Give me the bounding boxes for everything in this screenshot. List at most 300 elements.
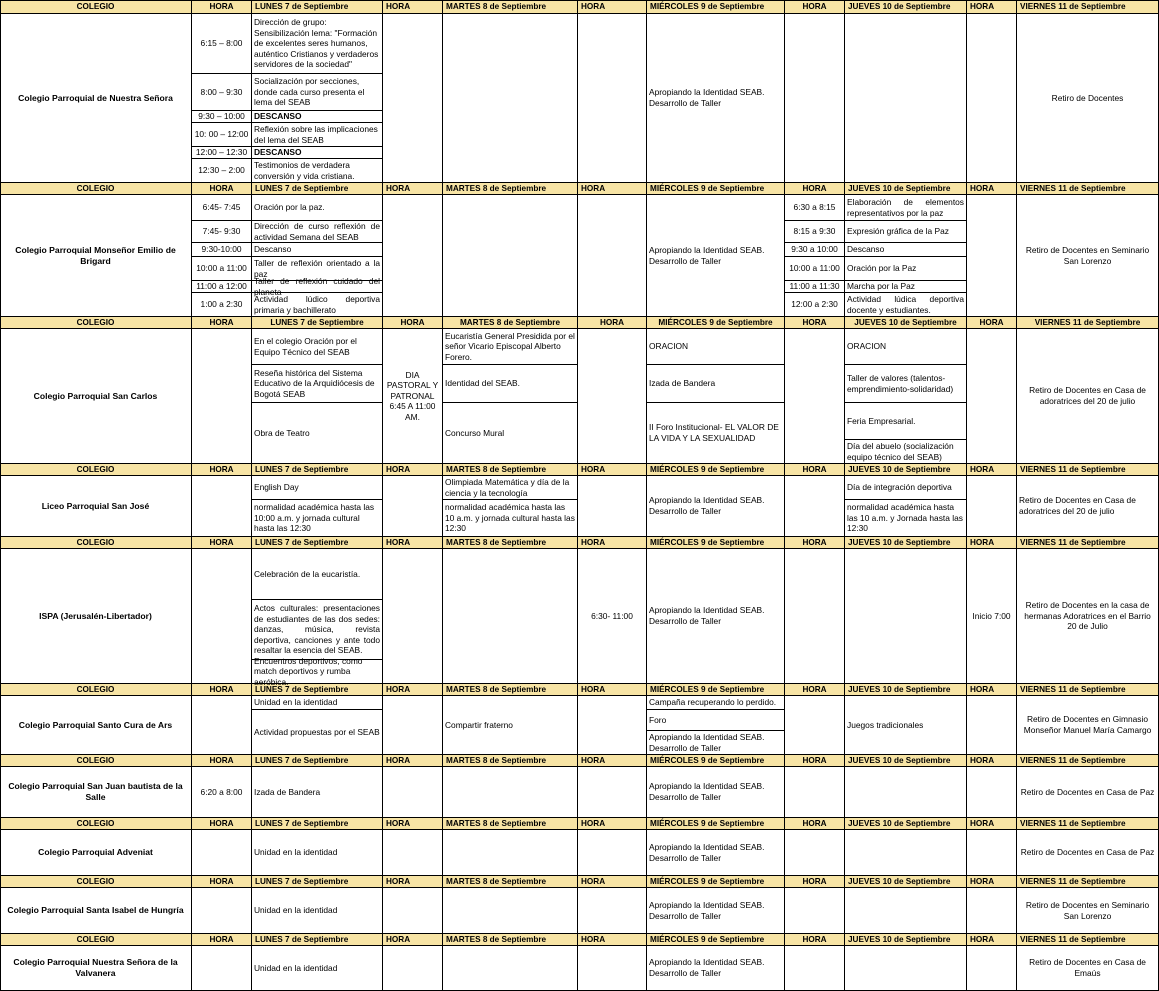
lunes-hora-cell-text: 9:30 – 10:00 (198, 111, 245, 122)
jueves-hora-cell-text: 12:00 a 2:30 (791, 299, 838, 310)
miercoles-activity-cell-text: II Foro Institucional- EL VALOR DE LA VIDA Y LA SEXUALIDAD (649, 422, 779, 443)
martes-activity-cell-text: Compartir fraterno (445, 719, 513, 730)
header-hora-cell (192, 934, 252, 946)
miercoles-activity-cell (647, 710, 785, 731)
empty-cell (845, 830, 967, 876)
header-colegio-cell-text: COLEGIO (76, 685, 115, 694)
header-hora-cell-text: HORA (802, 2, 827, 11)
school-name-cell-text: Colegio Parroquial San Juan bautista de la Salle (8, 781, 183, 802)
header-lunes-cell-text: LUNES 7 de Septiembre (255, 2, 349, 11)
lunes-activity-cell-text: Izada de Bandera (254, 786, 321, 797)
header-lunes-cell-text: LUNES 7 de Septiembre (255, 685, 349, 694)
empty-cell (578, 946, 647, 991)
header-colegio-cell (0, 876, 192, 888)
header-jueves-cell-text: JUEVES 10 de Septiembre (848, 756, 951, 765)
empty-cell (967, 946, 1017, 991)
header-hora-cell-text: HORA (386, 877, 411, 886)
jueves-activity-cell (845, 403, 967, 440)
jueves-activity-cell-text: ORACION (847, 341, 887, 352)
header-viernes-cell (1017, 183, 1159, 195)
martes-activity-cell (443, 329, 578, 365)
header-jueves-cell (845, 183, 967, 195)
lunes-activity-cell-text: DESCANSO (254, 111, 302, 122)
header-hora-cell (192, 464, 252, 476)
header-lunes-cell (252, 755, 383, 767)
header-jueves-cell-text: JUEVES 10 de Septiembre (848, 935, 951, 944)
empty-cell (785, 476, 845, 537)
header-colegio-cell-text: COLEGIO (76, 184, 115, 193)
school-name-cell-text: Liceo Parroquial San José (41, 500, 150, 511)
viernes-hora-cell (967, 549, 1017, 684)
header-hora-cell-text: HORA (802, 756, 827, 765)
school-name-cell-text: Colegio Parroquial Nuestra Señora de la Valvanera (13, 957, 178, 978)
header-hora-cell (785, 684, 845, 696)
header-hora-cell (383, 183, 443, 195)
empty-cell (192, 476, 252, 537)
header-viernes-cell-text: VIERNES 11 de Septiembre (1020, 685, 1126, 694)
empty-cell (785, 946, 845, 991)
lunes-hora-cell (192, 281, 252, 293)
header-hora-cell-text: HORA (802, 935, 827, 944)
header-miercoles-cell-text: MIÉRCOLES 9 de Septiembre (650, 2, 765, 11)
jueves-activity-cell (845, 440, 967, 464)
lunes-activity-cell-text: Reseña histórica del Sistema Educativo de la Arquidiócesis de Bogotá SEAB (254, 367, 375, 399)
school-name-cell (0, 946, 192, 991)
lunes-activity-cell-text: Obra de Teatro (254, 427, 310, 438)
header-martes-cell (443, 934, 578, 946)
jueves-hora-cell (785, 243, 845, 257)
empty-cell (383, 830, 443, 876)
jueves-activity-cell (845, 221, 967, 243)
header-viernes-cell-text: VIERNES 11 de Septiembre (1020, 877, 1126, 886)
header-martes-cell (443, 755, 578, 767)
lunes-activity-cell (252, 147, 383, 159)
header-lunes-cell-text: LUNES 7 de Septiembre (255, 184, 349, 193)
viernes-activity-cell-text: Retiro de Docentes en Casa de adoratrices del 20 de julio (1019, 495, 1136, 516)
martes-activity-cell (443, 403, 578, 464)
header-lunes-cell (252, 183, 383, 195)
header-jueves-cell-text: JUEVES 10 de Septiembre (848, 538, 951, 547)
header-lunes-cell-text: LUNES 7 de Septiembre (255, 756, 349, 765)
header-hora-cell-text: HORA (970, 465, 995, 474)
header-hora-cell-text: HORA (581, 877, 606, 886)
header-hora-cell (192, 183, 252, 195)
header-lunes-cell-text: LUNES 7 de Septiembre (270, 318, 364, 327)
lunes-activity-cell-text: Actividad lúdico deportiva primaria y bachillerato (254, 293, 380, 315)
empty-cell (383, 888, 443, 934)
header-hora-cell-text: HORA (581, 184, 606, 193)
lunes-hora-cell (192, 74, 252, 111)
header-hora-cell (785, 755, 845, 767)
header-hora-cell (192, 876, 252, 888)
miercoles-activity-cell-text: Foro (649, 714, 667, 725)
header-viernes-cell (1017, 876, 1159, 888)
miercoles-activity-cell-text: Apropiando la Identidad SEAB. Desarrollo de Taller (649, 899, 765, 921)
header-jueves-cell-text: JUEVES 10 de Septiembre (848, 465, 951, 474)
viernes-activity-cell (1017, 696, 1159, 755)
header-hora-cell (785, 818, 845, 830)
jueves-activity-cell (845, 696, 967, 755)
jueves-activity-cell (845, 243, 967, 257)
school-name-cell-text: Colegio Parroquial Santa Isabel de Hungría (7, 905, 184, 916)
miercoles-activity-cell-text: Apropiando la Identidad SEAB. Desarrollo de Taller (649, 957, 765, 978)
header-colegio-cell-text: COLEGIO (76, 2, 115, 11)
header-hora-cell (383, 464, 443, 476)
empty-cell (578, 329, 647, 464)
lunes-activity-cell (252, 476, 383, 500)
header-hora-cell-text: HORA (581, 685, 606, 694)
header-hora-cell (192, 0, 252, 14)
miercoles-activity-cell (647, 365, 785, 403)
lunes-activity-cell (252, 293, 383, 317)
school-name-cell-text: Colegio Parroquial de Nuestra Señora (18, 92, 173, 103)
header-colegio-cell (0, 755, 192, 767)
header-viernes-cell-text: VIERNES 11 de Septiembre (1020, 184, 1126, 193)
header-hora-cell-text: HORA (802, 538, 827, 547)
header-jueves-cell-text: JUEVES 10 de Septiembre (848, 184, 951, 193)
header-martes-cell-text: MARTES 8 de Septiembre (446, 184, 547, 193)
header-viernes-cell (1017, 464, 1159, 476)
jueves-activity-cell-text: Actividad lúdica deportiva docente y estudiantes. (847, 293, 964, 315)
header-miercoles-cell-text: MIÉRCOLES 9 de Septiembre (650, 877, 765, 886)
miercoles-hora-cell-text: 6:30- 11:00 (591, 610, 633, 621)
header-hora-cell-text: HORA (802, 184, 827, 193)
miercoles-activity-cell (647, 195, 785, 317)
header-miercoles-cell-text: MIÉRCOLES 9 de Septiembre (658, 318, 773, 327)
header-colegio-cell-text: COLEGIO (76, 935, 115, 944)
school-name-cell (0, 696, 192, 755)
header-lunes-cell (252, 0, 383, 14)
header-hora-cell-text: HORA (970, 756, 995, 765)
martes-activity-cell-text: normalidad académica hasta las 10 a.m. y jornada cultural hasta las 12:30 (445, 502, 575, 534)
header-hora-cell-text: HORA (386, 819, 411, 828)
viernes-activity-cell-text: Retiro de Docentes en Seminario San Lorenzo (1025, 899, 1150, 921)
lunes-hora-cell (192, 293, 252, 317)
header-hora-cell-text: HORA (979, 318, 1004, 327)
lunes-hora-cell (192, 159, 252, 183)
header-hora-cell (785, 317, 845, 329)
miercoles-activity-cell (647, 830, 785, 876)
header-hora-cell-text: HORA (386, 184, 411, 193)
header-jueves-cell-text: JUEVES 10 de Septiembre (848, 877, 951, 886)
header-hora-cell (785, 464, 845, 476)
lunes-activity-cell (252, 830, 383, 876)
header-hora-cell-text: HORA (209, 465, 234, 474)
martes-activity-cell-text: Concurso Mural (445, 427, 505, 438)
empty-cell (785, 888, 845, 934)
miercoles-hora-cell (578, 549, 647, 684)
school-name-cell-text: Colegio Parroquial San Carlos (33, 390, 158, 401)
viernes-hora-cell-text: Inicio 7:00 (972, 610, 1011, 621)
header-hora-cell (578, 934, 647, 946)
jueves-hora-cell-text: 9:30 a 10:00 (791, 244, 838, 255)
lunes-activity-cell-text: Descanso (254, 244, 292, 255)
header-jueves-cell-text: JUEVES 10 de Septiembre (854, 318, 957, 327)
header-hora-cell-text: HORA (802, 877, 827, 886)
lunes-activity-cell-text: Taller de reflexión cuidado del planeta (254, 275, 380, 297)
header-jueves-cell (845, 755, 967, 767)
lunes-activity-cell (252, 275, 383, 297)
lunes-activity-cell (252, 159, 383, 183)
viernes-activity-cell (1017, 14, 1159, 183)
martes-hora-cell (383, 329, 443, 464)
header-martes-cell-text: MARTES 8 de Septiembre (446, 465, 547, 474)
jueves-activity-cell (845, 195, 967, 221)
lunes-hora-cell-text: 11:00 a 12:00 (196, 281, 247, 292)
empty-cell (443, 946, 578, 991)
header-miercoles-cell (647, 755, 785, 767)
lunes-hora-cell (192, 111, 252, 123)
martes-activity-cell (443, 476, 578, 500)
jueves-hora-cell-text: 10:00 a 11:00 (789, 263, 840, 274)
header-lunes-cell (252, 876, 383, 888)
empty-cell (578, 830, 647, 876)
header-hora-cell (578, 818, 647, 830)
header-miercoles-cell-text: MIÉRCOLES 9 de Septiembre (650, 465, 765, 474)
header-hora-cell (192, 317, 252, 329)
header-lunes-cell-text: LUNES 7 de Septiembre (255, 538, 349, 547)
miercoles-activity-cell (647, 731, 785, 755)
empty-cell (443, 195, 578, 317)
jueves-hora-cell-text: 8:15 a 9:30 (793, 226, 836, 237)
empty-cell (192, 830, 252, 876)
jueves-activity-cell (845, 476, 967, 500)
header-lunes-cell (252, 818, 383, 830)
martes-activity-cell (443, 500, 578, 537)
header-hora-cell (383, 818, 443, 830)
header-jueves-cell-text: JUEVES 10 de Septiembre (848, 685, 951, 694)
header-hora-cell-text: HORA (970, 877, 995, 886)
header-viernes-cell-text: VIERNES 11 de Septiembre (1020, 935, 1126, 944)
header-viernes-cell-text: VIERNES 11 de Septiembre (1020, 538, 1126, 547)
jueves-activity-cell (845, 257, 967, 281)
header-hora-cell (785, 934, 845, 946)
lunes-activity-cell (252, 365, 383, 403)
lunes-activity-cell (252, 767, 383, 818)
jueves-hora-cell-text: 6:30 a 8:15 (793, 202, 836, 213)
header-jueves-cell (845, 464, 967, 476)
school-name-cell (0, 767, 192, 818)
empty-cell (785, 14, 845, 183)
header-hora-cell (383, 755, 443, 767)
header-hora-cell-text: HORA (400, 318, 425, 327)
viernes-activity-cell-text: Retiro de Docentes en Casa de Emaús (1029, 957, 1146, 978)
header-martes-cell (443, 183, 578, 195)
empty-cell (192, 888, 252, 934)
header-hora-cell (967, 684, 1017, 696)
header-colegio-cell-text: COLEGIO (76, 877, 115, 886)
jueves-activity-cell-text: Expresión gráfica de la Paz (847, 226, 949, 237)
header-miercoles-cell (647, 818, 785, 830)
header-martes-cell (443, 0, 578, 14)
jueves-activity-cell (845, 293, 967, 317)
header-jueves-cell (845, 934, 967, 946)
lunes-activity-cell (252, 710, 383, 755)
miercoles-activity-cell (647, 767, 785, 818)
lunes-activity-cell (252, 74, 383, 111)
empty-cell (785, 696, 845, 755)
jueves-activity-cell (845, 500, 967, 537)
martes-activity-cell (443, 696, 578, 755)
header-hora-cell-text: HORA (209, 935, 234, 944)
lunes-activity-cell (252, 403, 383, 464)
empty-cell (383, 767, 443, 818)
header-hora-cell (192, 684, 252, 696)
header-hora-cell-text: HORA (802, 318, 827, 327)
header-hora-cell (578, 464, 647, 476)
header-miercoles-cell (647, 464, 785, 476)
lunes-activity-cell (252, 221, 383, 243)
jueves-activity-cell (845, 281, 967, 293)
header-colegio-cell (0, 183, 192, 195)
header-hora-cell (383, 934, 443, 946)
lunes-hora-cell (192, 147, 252, 159)
school-name-cell (0, 195, 192, 317)
empty-cell (578, 195, 647, 317)
empty-cell (443, 830, 578, 876)
school-name-cell-text: Colegio Parroquial Santo Cura de Ars (18, 719, 173, 730)
lunes-activity-cell-text: Reflexión sobre las implicaciones del lema del SEAB (254, 123, 378, 145)
header-viernes-cell-text: VIERNES 11 de Septiembre (1034, 318, 1141, 327)
header-lunes-cell-text: LUNES 7 de Septiembre (255, 935, 349, 944)
lunes-hora-cell (192, 14, 252, 74)
lunes-activity-cell-text: Socialización por secciones, donde cada curso presenta el lema del SEAB (254, 76, 365, 108)
header-hora-cell (967, 464, 1017, 476)
school-name-cell (0, 549, 192, 684)
lunes-activity-cell (252, 243, 383, 257)
empty-cell (578, 767, 647, 818)
martes-activity-cell-text: Identidad del SEAB. (445, 378, 520, 389)
header-hora-cell-text: HORA (970, 2, 995, 11)
empty-cell (967, 14, 1017, 183)
header-martes-cell (443, 684, 578, 696)
empty-cell (443, 888, 578, 934)
header-hora-cell (383, 876, 443, 888)
viernes-activity-cell-text: Retiro de Docentes en Casa de Paz (1020, 786, 1155, 797)
header-jueves-cell-text: JUEVES 10 de Septiembre (848, 819, 951, 828)
header-martes-cell-text: MARTES 8 de Septiembre (459, 318, 561, 327)
lunes-activity-cell-text: Taller de reflexión orientado a la paz (254, 257, 380, 279)
header-miercoles-cell-text: MIÉRCOLES 9 de Septiembre (650, 538, 765, 547)
header-martes-cell (443, 876, 578, 888)
header-viernes-cell-text: VIERNES 11 de Septiembre (1020, 2, 1126, 11)
header-hora-cell (967, 0, 1017, 14)
jueves-hora-cell (785, 293, 845, 317)
header-hora-cell-text: HORA (970, 184, 995, 193)
header-hora-cell (785, 537, 845, 549)
header-hora-cell-text: HORA (970, 819, 995, 828)
empty-cell (967, 888, 1017, 934)
viernes-activity-cell (1017, 195, 1159, 317)
jueves-activity-cell-text: Día de integración deportiva (847, 482, 952, 493)
header-hora-cell (578, 684, 647, 696)
lunes-hora-cell (192, 243, 252, 257)
lunes-activity-cell-text: Encuentros deportivos, como match deportivos y rumba aeróbica. (254, 655, 363, 687)
viernes-activity-cell (1017, 329, 1159, 464)
header-hora-cell-text: HORA (209, 184, 234, 193)
lunes-activity-cell (252, 111, 383, 123)
lunes-activity-cell (252, 195, 383, 221)
header-viernes-cell (1017, 537, 1159, 549)
viernes-activity-cell (1017, 888, 1159, 934)
empty-cell (967, 696, 1017, 755)
miercoles-activity-cell (647, 476, 785, 537)
header-viernes-cell-text: VIERNES 11 de Septiembre (1020, 465, 1126, 474)
lunes-activity-cell-text: Celebración de la eucaristía. (254, 568, 361, 579)
header-miercoles-cell (647, 317, 785, 329)
header-lunes-cell-text: LUNES 7 de Septiembre (255, 877, 349, 886)
header-hora-cell (785, 876, 845, 888)
lunes-hora-cell (192, 221, 252, 243)
header-hora-cell (967, 537, 1017, 549)
header-hora-cell-text: HORA (802, 465, 827, 474)
miercoles-activity-cell-text: Apropiando la Identidad SEAB. Desarrollo de Taller (649, 781, 765, 802)
school-name-cell (0, 329, 192, 464)
header-hora-cell (785, 0, 845, 14)
empty-cell (845, 888, 967, 934)
lunes-activity-cell-text: English Day (254, 482, 299, 493)
miercoles-activity-cell (647, 403, 785, 464)
header-hora-cell-text: HORA (581, 465, 606, 474)
jueves-hora-cell-text: 11:00 a 11:30 (789, 281, 840, 292)
empty-cell (192, 696, 252, 755)
header-hora-cell-text: HORA (386, 2, 411, 11)
header-colegio-cell (0, 684, 192, 696)
empty-cell (967, 767, 1017, 818)
empty-cell (443, 767, 578, 818)
header-miercoles-cell (647, 537, 785, 549)
header-colegio-cell-text: COLEGIO (76, 538, 115, 547)
lunes-activity-cell-text: DESCANSO (254, 147, 302, 158)
empty-cell (383, 549, 443, 684)
header-viernes-cell-text: VIERNES 11 de Septiembre (1020, 819, 1126, 828)
miercoles-activity-cell-text: Izada de Bandera (649, 378, 716, 389)
header-hora-cell (192, 537, 252, 549)
header-colegio-cell-text: COLEGIO (76, 465, 115, 474)
header-hora-cell (967, 818, 1017, 830)
header-martes-cell-text: MARTES 8 de Septiembre (446, 819, 547, 828)
header-jueves-cell (845, 876, 967, 888)
jueves-activity-cell-text: Día del abuelo (socialización equipo técnico del SEAB) (847, 440, 954, 462)
header-miercoles-cell-text: MIÉRCOLES 9 de Septiembre (650, 685, 765, 694)
lunes-hora-cell-text: 6:20 a 8:00 (200, 786, 243, 797)
school-name-cell-text: Colegio Parroquial Monseñor Emilio de Brigard (15, 244, 176, 266)
header-hora-cell (967, 934, 1017, 946)
lunes-activity-cell-text: Unidad en la identidad (254, 697, 338, 708)
school-name-cell (0, 476, 192, 537)
header-hora-cell (967, 876, 1017, 888)
school-name-cell-text: ISPA (Jerusalén-Libertador) (39, 610, 152, 621)
lunes-hora-cell-text: 7:45- 9:30 (202, 226, 241, 237)
header-colegio-cell (0, 934, 192, 946)
lunes-activity-cell-text: normalidad académica hasta las 10:00 a.m. y jornada cultural hasta las 12:30 (254, 502, 375, 534)
empty-cell (192, 329, 252, 464)
empty-cell (383, 14, 443, 183)
viernes-activity-cell-text: Retiro de Docentes en Casa de Paz (1020, 847, 1155, 858)
header-hora-cell (578, 0, 647, 14)
empty-cell (967, 195, 1017, 317)
martes-activity-cell-text: Eucaristía General Presidida por el señor Vicario Episcopal Alberto Forero. (445, 330, 575, 362)
header-hora-cell-text: HORA (209, 2, 234, 11)
header-hora-cell-text: HORA (970, 538, 995, 547)
empty-cell (845, 946, 967, 991)
header-hora-cell (578, 317, 647, 329)
jueves-activity-cell-text: Oración por la Paz (847, 263, 917, 274)
empty-cell (967, 476, 1017, 537)
header-colegio-cell (0, 464, 192, 476)
miercoles-activity-cell-text: Apropiando la Identidad SEAB. Desarrollo de Taller (649, 841, 765, 863)
lunes-activity-cell (252, 123, 383, 147)
